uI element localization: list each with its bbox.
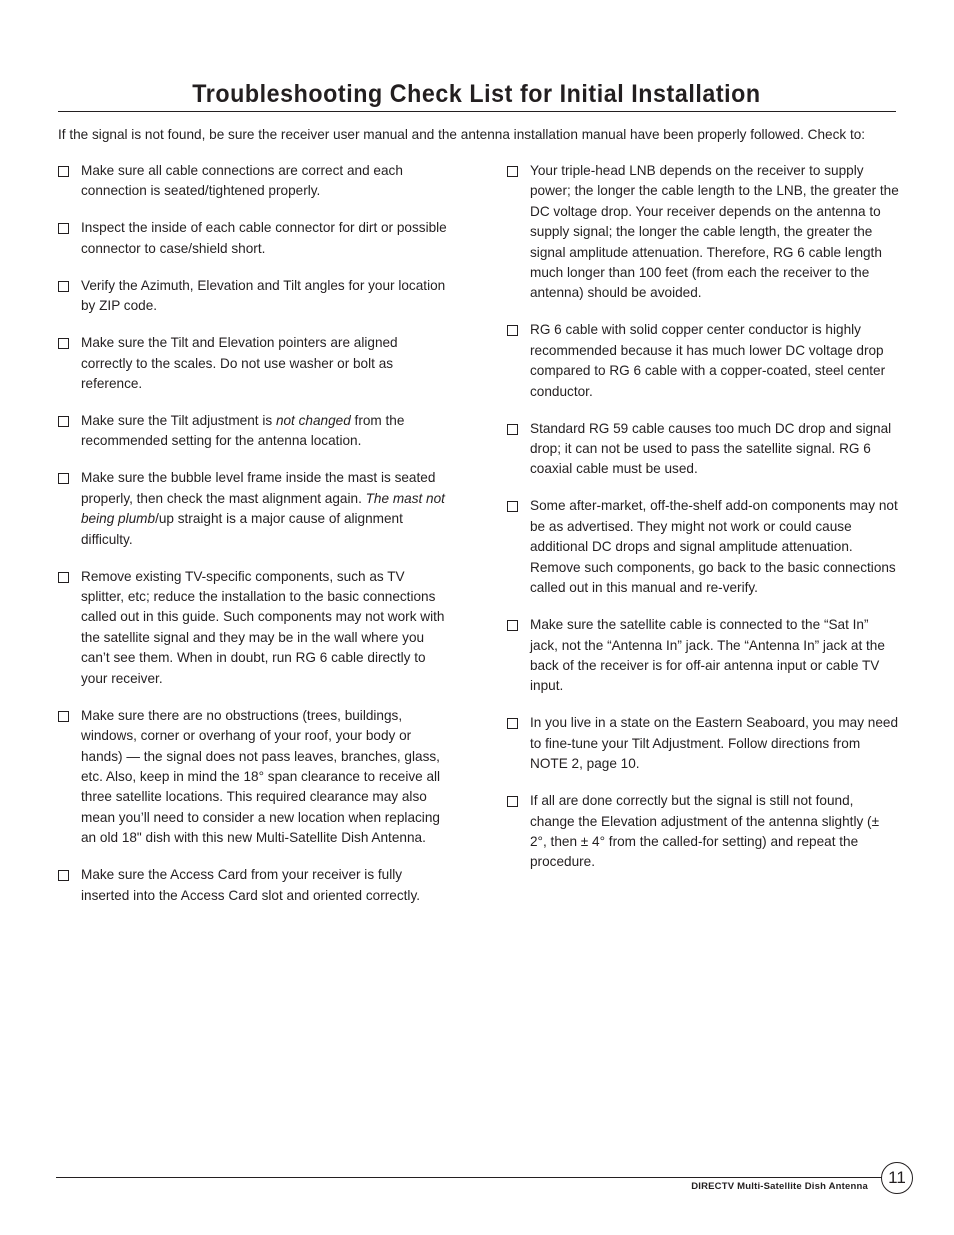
checkbox-icon [507,166,518,177]
page-title: Troubleshooting Check List for Initial Installation [192,80,761,108]
checklist-item-text: Inspect the inside of each cable connector for dirt or possible connector to case/shield short. [81,220,447,256]
checkbox-icon [58,416,69,427]
text-segment: from the recommended setting for the antenna location. [81,413,405,449]
checkbox-icon [58,711,69,722]
intro-paragraph: If the signal is not found, be sure the receiver user manual and the antenna installation manual have been properly followed. Check to: [58,127,866,142]
checklist-item [507,161,899,304]
checkbox-icon [507,424,518,435]
checklist-left-column [58,161,448,923]
checkbox-icon [507,325,518,336]
checkbox-icon [58,338,69,349]
checklist-item-text: Make sure all cable connections are correct and each connection is seated/tightened properly. [81,163,403,199]
checklist-item [58,161,448,202]
checklist-item-text: Make sure there are no obstructions (trees, buildings, windows, corner or overhang of your roof, your body or hands) — the signal does not pass leaves, branches, glass, etc. Also, keep in mind the 18° span clearance to receive all three satellite locations. This required clearance may also mean you’ll need to consider a new location when replacing an old 18" dish with this new Multi-Satellite Dish Antenna. [81,707,441,846]
checklist-item-text: Standard RG 59 cable causes too much DC drop and signal drop; it can not be used to pass the satellite signal. RG 6 coaxial cable must be used. [530,420,892,477]
checkbox-icon [507,796,518,807]
checkbox-icon [58,166,69,177]
checkbox-icon [507,501,518,512]
checklist-item [507,713,899,774]
text-segment: /up straight is a major cause of alignment difficulty. [81,511,403,547]
checkbox-icon [58,572,69,583]
checklist-item-text: If all are done correctly but the signal is still not found, change the Elevation adjustment of the antenna slightly (± 2°, then ± 4° from the called-for setting) and repeat the procedure. [530,793,880,870]
text-segment: Make sure the Tilt adjustment is [81,413,276,429]
emphasis-text: not changed [275,413,351,429]
checklist-item-text: Some after-market, off-the-shelf add-on components may not be as advertised. They might not work or could cause additional DC drops and signal amplitude attenuation. Remove such components, go back to the basic connections called out in this manual and re-verify. [530,498,898,596]
checkbox-icon [507,718,518,729]
footer-doc-title: DIRECTV Multi-Satellite Dish Antenna [691,1181,868,1192]
checkbox-icon [58,281,69,292]
checkbox-icon [58,223,69,234]
checklist-item [58,218,448,259]
checklist-item-text: Make sure the satellite cable is connected to the “Sat In” jack, not the “Antenna In” jack. The “Antenna In” jack at the back of the receiver is for off-air antenna input or cable TV input. [530,617,885,694]
checklist-item-text: Your triple-head LNB depends on the receiver to supply power; the longer the cable length to the LNB, the greater the DC voltage drop. Your receiver depends on the antenna to supply signal; the longer the cable length, the greater the signal amplitude attenuation. Therefore, RG 6 cable length much longer than 100 feet (from each the receiver to the antenna) should be avoided. [530,163,899,301]
checklist-item [58,865,448,906]
page-number-badge: 11 [881,1162,913,1194]
checkbox-icon [58,870,69,881]
checkbox-icon [507,620,518,631]
checklist-item-text: Make sure the Tilt and Elevation pointers are aligned correctly to the scales. Do not use washer or bolt as reference. [81,335,398,392]
checklist-item [507,791,899,873]
checklist-item-text [81,411,448,452]
checkbox-icon [58,473,69,484]
checklist-item-text: Remove existing TV-specific components, such as TV splitter, etc; reduce the installation to the basic connections called out in this guide. Such components may not work with the satellite signal and they may be in the wall where you can’t see them. When in doubt, run RG 6 cable directly to your receiver. [81,568,445,686]
checklist-item [58,411,448,452]
checklist-item [507,615,899,697]
emphasis-text: The mast not being plumb [81,490,445,527]
title-divider [58,111,896,112]
checklist-item-text: Make sure the Access Card from your receiver is fully inserted into the Access Card slot and oriented correctly. [81,867,421,903]
checklist-item [58,567,448,689]
checklist-item-text: RG 6 cable with solid copper center conductor is highly recommended because it has much lower DC voltage drop compared to RG 6 cable with a copper-coated, steel center conductor. [530,322,886,399]
checklist-item [58,276,448,317]
checklist-item [507,496,899,598]
checklist-item-text: In you live in a state on the Eastern Seaboard, you may need to fine-tune your Tilt Adjustment. Follow directions from NOTE 2, page 10. [530,715,899,772]
checklist-item [58,468,448,550]
checklist-item [58,706,448,849]
footer-divider [56,1177,882,1178]
checklist-item-text: Verify the Azimuth, Elevation and Tilt angles for your location by ZIP code. [81,277,446,314]
checklist-item-text [81,468,448,550]
checklist-item [507,320,899,402]
checklist-item [507,419,899,480]
checklist-right-column [507,161,899,889]
checklist-item [58,333,448,394]
text-segment: Make sure the bubble level frame inside the mast is seated properly, then check the mast alignment again. [81,470,436,506]
